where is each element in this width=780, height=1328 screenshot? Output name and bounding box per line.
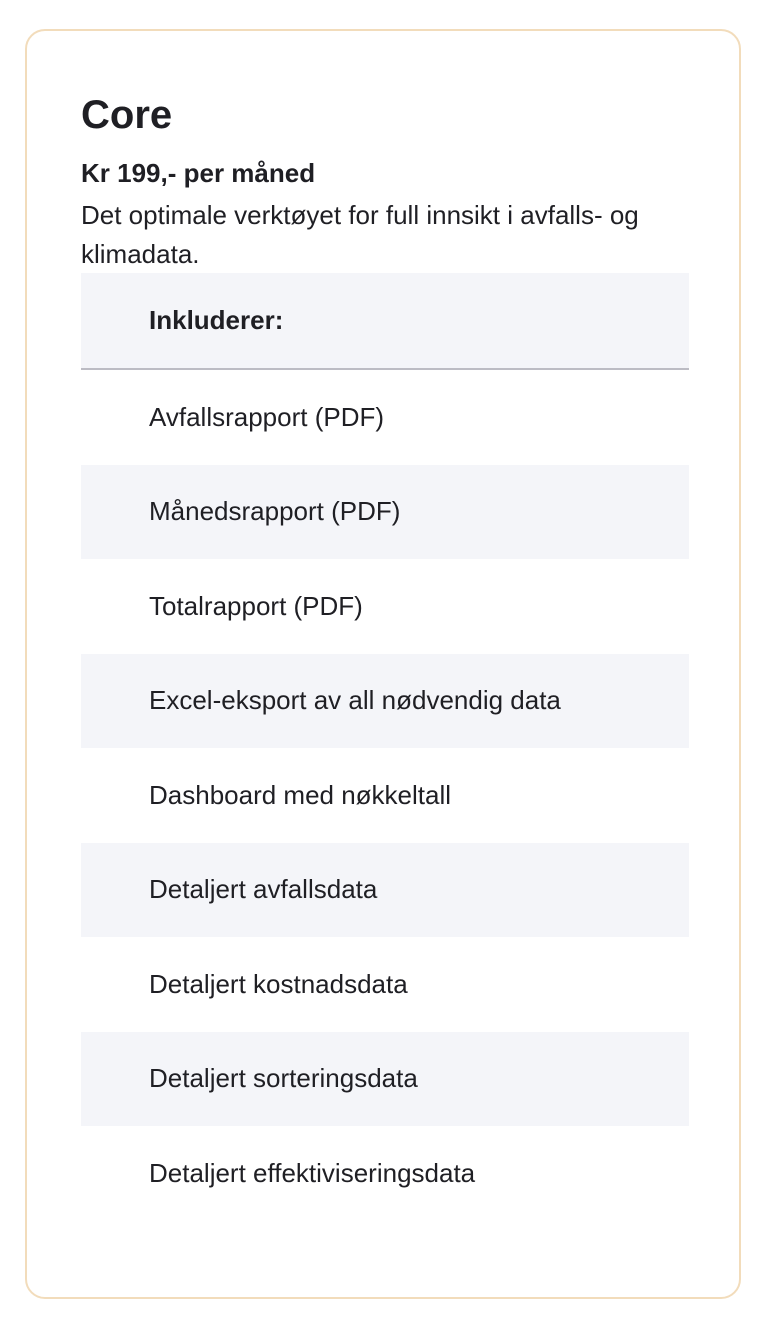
feature-row: Excel-eksport av all nødvendig data: [81, 654, 689, 749]
feature-row: Månedsrapport (PDF): [81, 465, 689, 560]
feature-row: Totalrapport (PDF): [149, 590, 363, 621]
feature-row: Detaljert avfallsdata: [81, 843, 689, 938]
feature-row: Detaljert sorteringsdata: [81, 1032, 689, 1127]
features-header: Inkluderer:: [81, 273, 689, 370]
features-table: [81, 273, 689, 1221]
pricing-card: [25, 29, 741, 1299]
feature-row: Detaljert kostnadsdata: [149, 968, 408, 999]
plan-title: Core: [81, 93, 173, 137]
feature-row: Avfallsrapport (PDF): [149, 401, 385, 432]
plan-price: Kr 199,- per måned: [81, 158, 316, 188]
plan-description: Det optimale verktøyet for full innsikt i avfalls- og klimadata.: [81, 200, 639, 269]
feature-row: Dashboard med nøkkeltall: [149, 779, 452, 810]
feature-row: Detaljert effektiviseringsdata: [149, 1157, 476, 1188]
